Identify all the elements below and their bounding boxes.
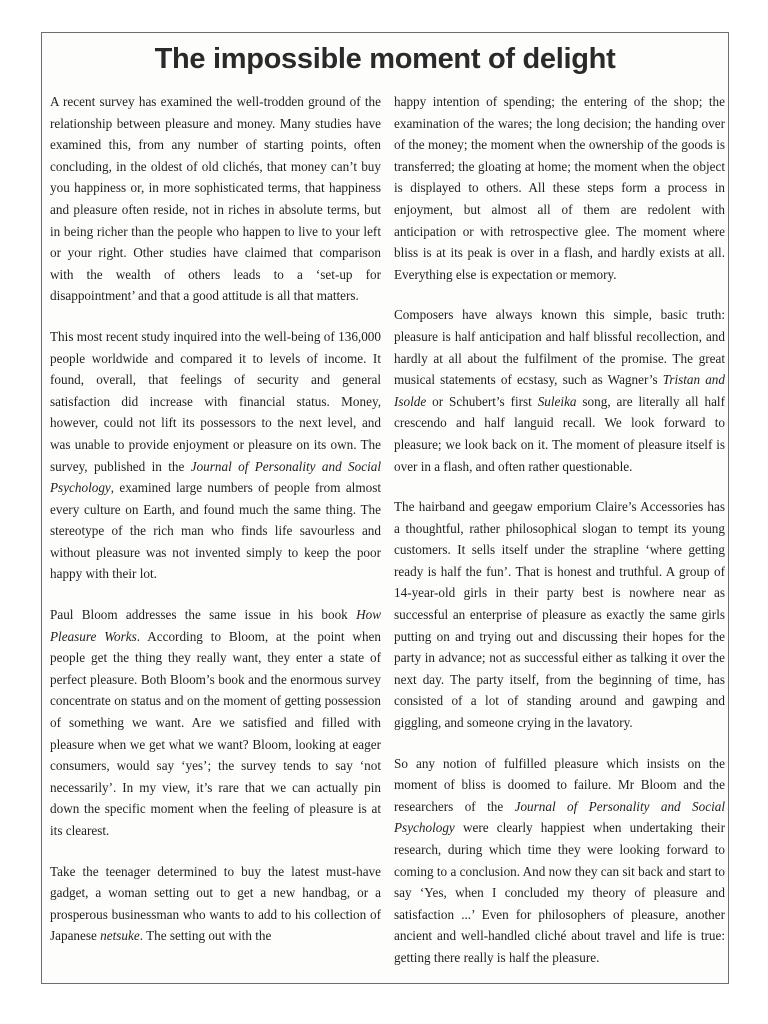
- paragraph-p1: [50, 91, 381, 307]
- article-page: [41, 32, 729, 984]
- text-run: Take the teenager determined to buy the latest must-have gadget, a woman setting out to get a new handbag, or a prosperous businessman who wants to add to his collection of Japanese: [50, 863, 381, 944]
- italic-title: Journal of Personality and Social Psychology: [50, 458, 382, 496]
- text-run: were clearly happiest when undertaking their research, during which time they were looking forward to coming to a conclusion. And now they can sit back and start to say ‘Yes, when I concluded my theory of pleasure and satisfaction ...’ Even for philosophers of pleasure, another ancient and well-handled cliché about travel and life is true: getting there really is half the pleasure.: [394, 820, 725, 965]
- article-title: The impossible moment of delight: [154, 43, 616, 75]
- text-run: happy intention of spending; the entering of the shop; the examination of the wares; the long decision; the handing over of the money; the moment when the ownership of the goods is transferred; the gloating at home; the moment when the object is displayed to others. All these steps form a process in enjoyment, but almost all of them are redolent with anticipation or with retrospective glee. The moment where bliss is at its peak is over in a flash, and hardly exists at all. Everything else is expectation or memory.: [394, 94, 725, 282]
- left-column: [50, 91, 381, 966]
- italic-title: How Pleasure Works: [50, 607, 381, 644]
- text-run: song, are literally all half crescendo and half languid recall. We look forward to pleasure; we look back on it. The moment of pleasure itself is over in a flash, and often rather questionable.: [394, 393, 725, 474]
- text-run: This most recent study inquired into the well-being of 136,000 people worldwide and compared it to levels of income. It found, overall, that feelings of security and general satisfaction did increase with financial status. Money, however, could not lift its possessors to the next level, and was unable to provide enjoyment or pleasure on its own. The survey, published in the: [50, 328, 381, 474]
- italic-title: Tristan and Isolde: [394, 372, 725, 409]
- text-run: The hairband and geegaw emporium Claire’s Accessories has a thoughtful, rather philosophical slogan to tempt its young customers. It sells itself under the strapline ‘where getting ready is half the fun’. That is honest and truthful. A group of 14-year-old girls in their party best is nowhere near as successful an enterprise of pleasure as exactly the same girls putting on and trying out and discussing their hopes for the party in advance; not as successful either as talking it over the next day. The party itself, from the beginning of time, has consisted of a lot of standing around and gawping and giggling, and someone crying in the lavatory.: [394, 499, 725, 731]
- paragraph-p3: [50, 604, 381, 842]
- paragraph-p6: [394, 304, 725, 477]
- italic-title: Suleika: [537, 393, 577, 409]
- italic-title: netsuke: [100, 928, 140, 944]
- text-run: . According to Bloom, at the point when people get the thing they really want, they enter a state of perfect pleasure. Both Bloom’s book and the enormous survey concentrate on status and on the moment of getting possession of something we want. Are we satisfied and filled with pleasure when we get what we want? Bloom, looking at eager consumers, would say ‘yes’; the survey tends to say ‘not necessarily’. In my view, it’s rare that we can actually pin down the specific moment when the feeling of pleasure is at its clearest.: [50, 628, 381, 838]
- text-run: A recent survey has examined the well-trodden ground of the relationship between pleasure and money. Many studies have examined this, from any number of starting points, often concluding, in the oldest of old clichés, that money can’t buy you happiness or, in more sophisticated terms, that happiness and pleasure often reside, not in riches in absolute terms, but in being richer than the people who happen to live to your left or your right. Other studies have claimed that comparison with the wealth of others leads to a ‘set-up for disappointment’ and that a good attitude is all that matters.: [50, 94, 381, 304]
- paragraph-p4: [50, 861, 381, 947]
- paragraph-p5: [394, 91, 725, 285]
- paragraph-p8: [394, 753, 725, 969]
- text-run: Paul Bloom addresses the same issue in his book: [50, 607, 357, 623]
- text-run: So any notion of fulfilled pleasure which insists on the moment of bliss is doomed to failure. Mr Bloom and the researchers of the: [394, 755, 725, 814]
- italic-title: Journal of Personality and Social Psychology: [394, 798, 725, 836]
- paragraph-p7: [394, 496, 725, 734]
- text-run: or Schubert’s first: [426, 393, 538, 409]
- right-column: [394, 91, 725, 988]
- text-run: , examined large numbers of people from almost every culture on Earth, and found much the same thing. The stereotype of the rich man who finds life savourless and without pleasure was not invented simply to keep the poor happy with their lot.: [50, 480, 381, 582]
- text-run: Composers have always known this simple, basic truth: pleasure is half anticipation and half blissful recollection, and hardly at all about the fulfilment of the promise. The great musical statements of ecstasy, such as Wagner’s: [394, 307, 725, 388]
- paragraph-p2: [50, 326, 381, 585]
- text-run: . The setting out with the: [139, 928, 272, 944]
